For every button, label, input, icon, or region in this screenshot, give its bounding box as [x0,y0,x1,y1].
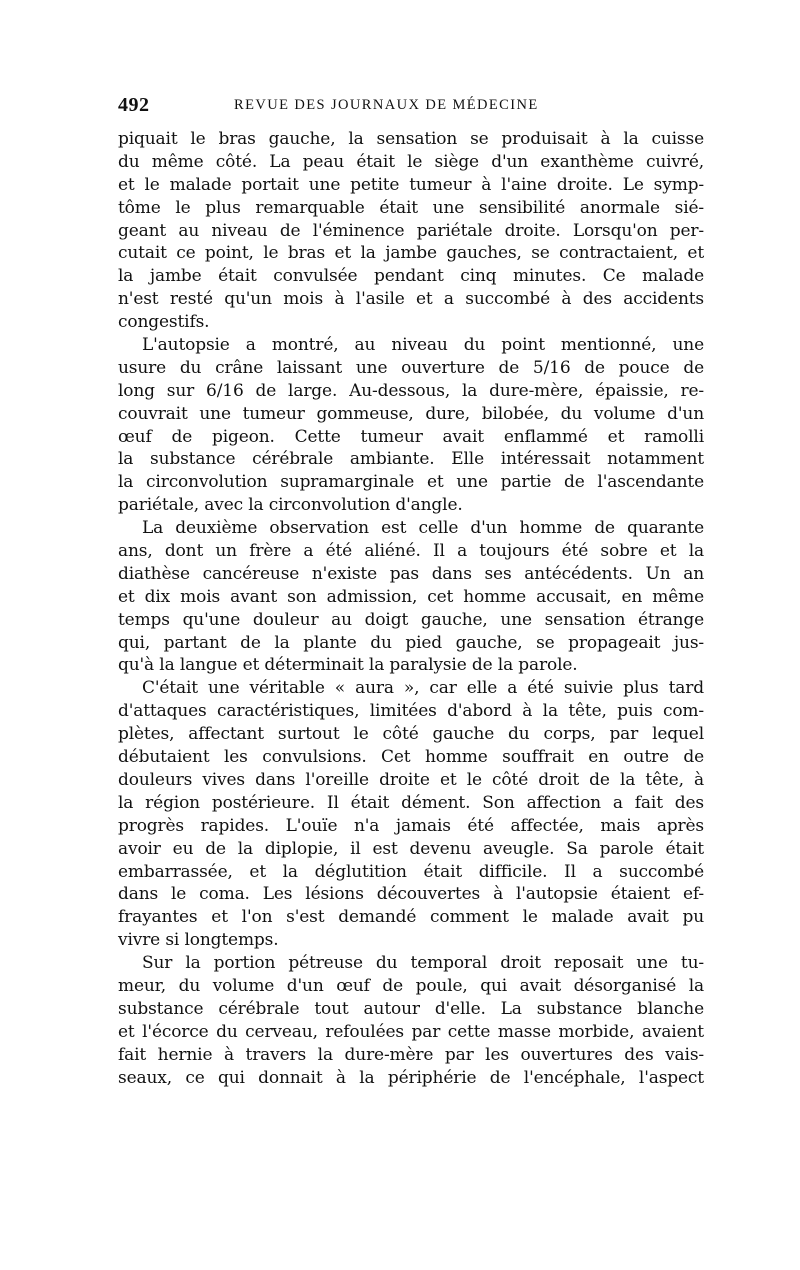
text-line: la circonvolution supramarginale et une partie de l'ascendante [118,472,704,493]
text-line: embarrassée, et la déglutition était difficile. Il a succombé [118,861,704,882]
text-line: progrès rapides. L'ouïe n'a jamais été affectée, mais après [118,815,704,836]
text-line: congestifs. [118,312,210,333]
text-line: seaux, ce qui donnait à la périphérie de l'encéphale, l'aspect [118,1067,704,1088]
text-line: dans le coma. Les lésions découvertes à l'autopsie étaient ef- [118,884,704,905]
text-line: vivre si longtemps. [118,930,279,951]
text-line: et dix mois avant son admission, cet homme accusait, en même [118,586,704,607]
text-line: couvrait une tumeur gommeuse, dure, bilobée, du volume d'un [118,403,704,424]
text-line: pariétale, avec la circonvolution d'angle. [118,495,463,516]
text-line: qu'à la langue et déterminait la paralysie de la parole. [118,655,578,676]
text-line: L'autopsie a montré, au niveau du point mentionné, une [142,335,704,356]
text-line: d'attaques caractéristiques, limitées d'abord à la tête, puis com- [118,701,704,722]
text-line: et l'écorce du cerveau, refoulées par cette masse morbide, avaient [118,1021,704,1042]
text-line: plètes, affectant surtout le côté gauche du corps, par lequel [118,724,704,745]
text-line: la substance cérébrale ambiante. Elle intéressait notamment [118,449,704,470]
text-line: œuf de pigeon. Cette tumeur avait enflammé et ramolli [118,426,704,447]
text-line: du même côté. La peau était le siège d'un exanthème cuivré, [118,151,704,172]
text-line: diathèse cancéreuse n'existe pas dans ses antécédents. Un an [118,563,704,584]
text-line: Sur la portion pétreuse du temporal droit reposait une tu- [142,953,704,974]
text-line: frayantes et l'on s'est demandé comment le malade avait pu [118,907,704,928]
text-line: la jambe était convulsée pendant cinq minutes. Ce malade [118,266,704,287]
text-line: geant au niveau de l'éminence pariétale droite. Lorsqu'on per- [118,220,704,241]
text-line: C'était une véritable « aura », car elle a été suivie plus tard [142,678,704,699]
text-line: usure du crâne laissant une ouverture de 5/16 de pouce de [118,357,704,378]
text-line: n'est resté qu'un mois à l'asile et a succombé à des accidents [118,289,704,310]
text-line: avoir eu de la diplopie, il est devenu aveugle. Sa parole était [118,838,704,859]
text-line: temps qu'une douleur au doigt gauche, une sensation étrange [118,609,704,630]
text-line: douleurs vives dans l'oreille droite et le côté droit de la tête, à [118,769,704,790]
text-line: tôme le plus remarquable était une sensibilité anormale sié- [118,197,704,218]
text-line: et le malade portait une petite tumeur à l'aine droite. Le symp- [118,174,704,195]
text-line: la région postérieure. Il était dément. Son affection a fait des [118,792,704,813]
text-line: long sur 6/16 de large. Au-dessous, la dure-mère, épaissie, re- [118,380,704,401]
text-line: piquait le bras gauche, la sensation se produisait à la cuisse [118,129,704,149]
text-line: fait hernie à travers la dure-mère par les ouvertures des vais- [118,1044,704,1065]
text-line: ans, dont un frère a été aliéné. Il a toujours été sobre et la [118,541,704,562]
text-line: cutait ce point, le bras et la jambe gauches, se contractaient, et [118,243,704,264]
text-line: qui, partant de la plante du pied gauche, se propageait jus- [118,632,704,653]
running-title: REVUE DES JOURNAUX DE MÉDECINE [234,97,539,113]
text-line: substance cérébrale tout autour d'elle. La substance blanche [118,998,704,1019]
text-line: La deuxième observation est celle d'un homme de quarante [142,518,704,539]
text-line: débutaient les convulsions. Cet homme souffrait en outre de [118,747,704,768]
page-number: 492 [118,94,150,116]
text-line: meur, du volume d'un œuf de poule, qui avait désorganisé la [118,975,704,996]
running-head [118,94,704,118]
body-text [118,128,704,1089]
